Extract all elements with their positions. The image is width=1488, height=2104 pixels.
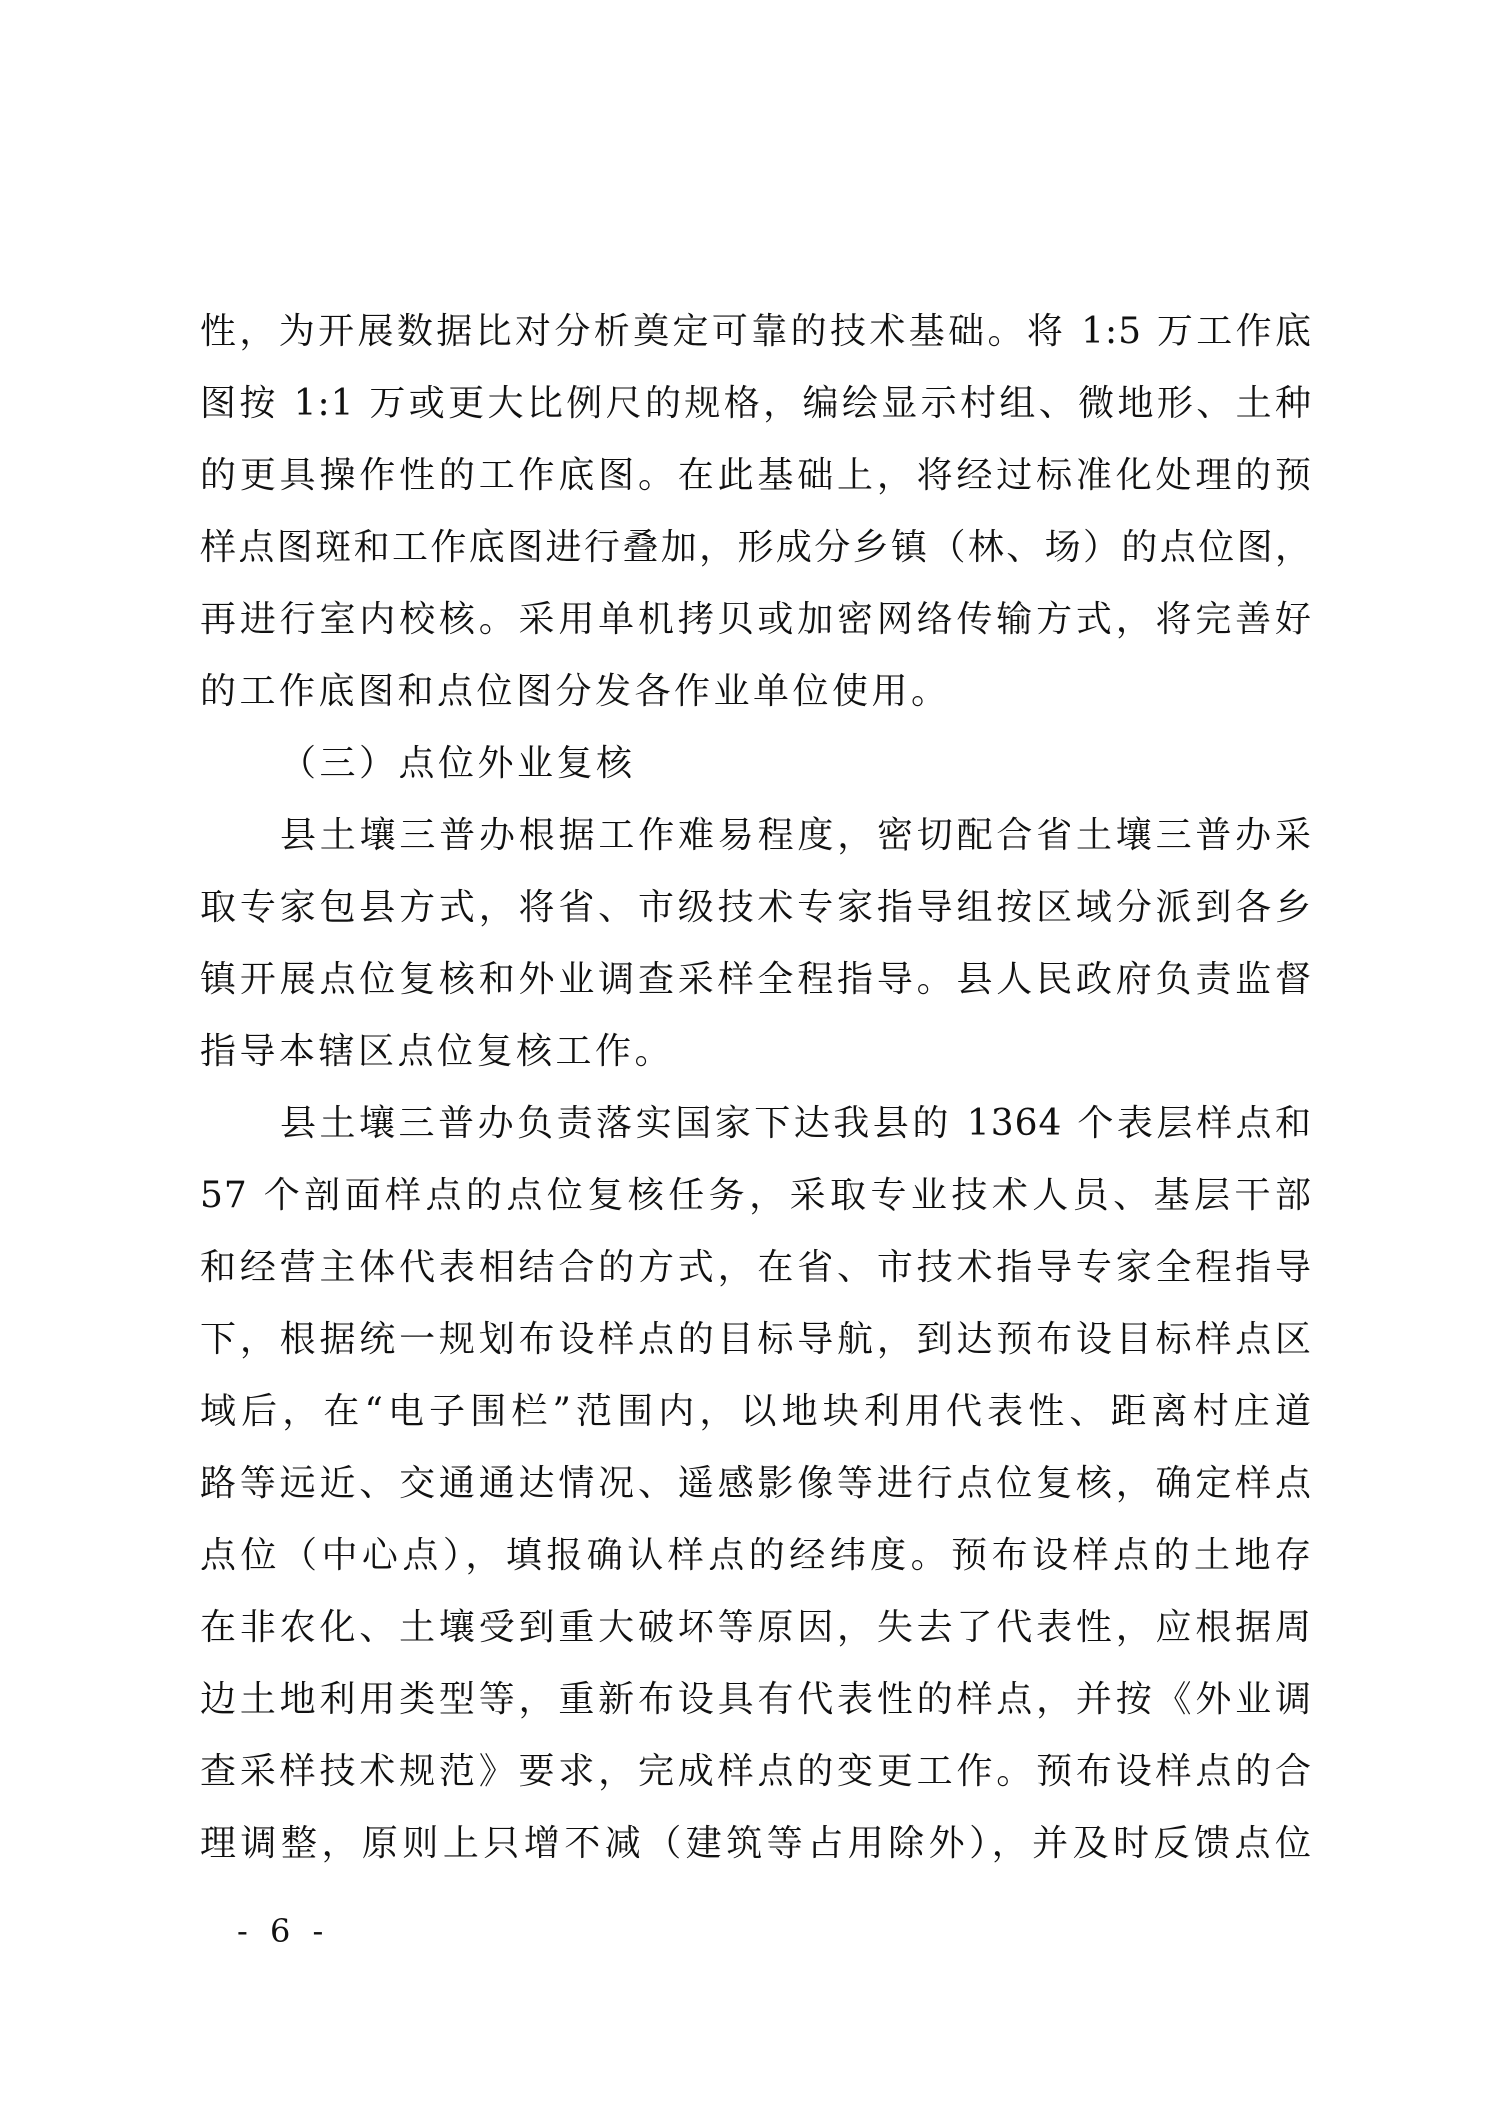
body-text-line: 下，根据统一规划布设样点的目标导航，到达预布设目标样点区 — [200, 1319, 1312, 1360]
body-text-line: 和经营主体代表相结合的方式，在省、市技术指导专家全程指导 — [200, 1247, 1312, 1288]
body-text-line: 取专家包县方式，将省、市级技术专家指导组按区域分派到各乡 — [200, 887, 1312, 928]
body-text-line: 的更具操作性的工作底图。在此基础上，将经过标准化处理的预 — [200, 455, 1312, 496]
body-text-line: 再进行室内校核。采用单机拷贝或加密网络传输方式，将完善好 — [200, 599, 1312, 640]
section-heading: （三）点位外业复核 — [280, 743, 636, 784]
body-text-line: 指导本辖区点位复核工作。 — [200, 1031, 675, 1072]
body-text-line: 镇开展点位复核和外业调查采样全程指导。县人民政府负责监督 — [200, 959, 1312, 1000]
body-text-line: 性，为开展数据比对分析奠定可靠的技术基础。将 1:5 万工作底 — [200, 311, 1312, 352]
body-text-line: 在非农化、土壤受到重大破坏等原因，失去了代表性，应根据周 — [200, 1607, 1312, 1648]
body-text-line: 路等远近、交通通达情况、遥感影像等进行点位复核，确定样点 — [200, 1463, 1312, 1504]
body-text-line: 查采样技术规范》要求，完成样点的变更工作。预布设样点的合 — [200, 1751, 1312, 1792]
body-text-line: 边土地利用类型等，重新布设具有代表性的样点，并按《外业调 — [200, 1679, 1312, 1720]
body-text-line: 图按 1:1 万或更大比例尺的规格，编绘显示村组、微地形、土种 — [200, 383, 1312, 424]
body-text-line: 县土壤三普办负责落实国家下达我县的 1364 个表层样点和 — [280, 1103, 1312, 1144]
body-text-line: 县土壤三普办根据工作难易程度，密切配合省土壤三普办采 — [280, 815, 1312, 856]
page-number: - 6 - — [237, 1912, 330, 1950]
body-text-line: 点位（中心点），填报确认样点的经纬度。预布设样点的土地存 — [200, 1535, 1312, 1576]
body-text-line: 域后，在“电子围栏”范围内，以地块利用代表性、距离村庄道 — [200, 1391, 1312, 1432]
body-text-line: 理调整，原则上只增不减（建筑等占用除外），并及时反馈点位 — [200, 1823, 1312, 1864]
body-text-line: 57 个剖面样点的点位复核任务，采取专业技术人员、基层干部 — [200, 1175, 1312, 1216]
body-text-line: 的工作底图和点位图分发各作业单位使用。 — [200, 671, 951, 712]
body-text-line: 样点图斑和工作底图进行叠加，形成分乡镇（林、场）的点位图， — [200, 527, 1312, 568]
